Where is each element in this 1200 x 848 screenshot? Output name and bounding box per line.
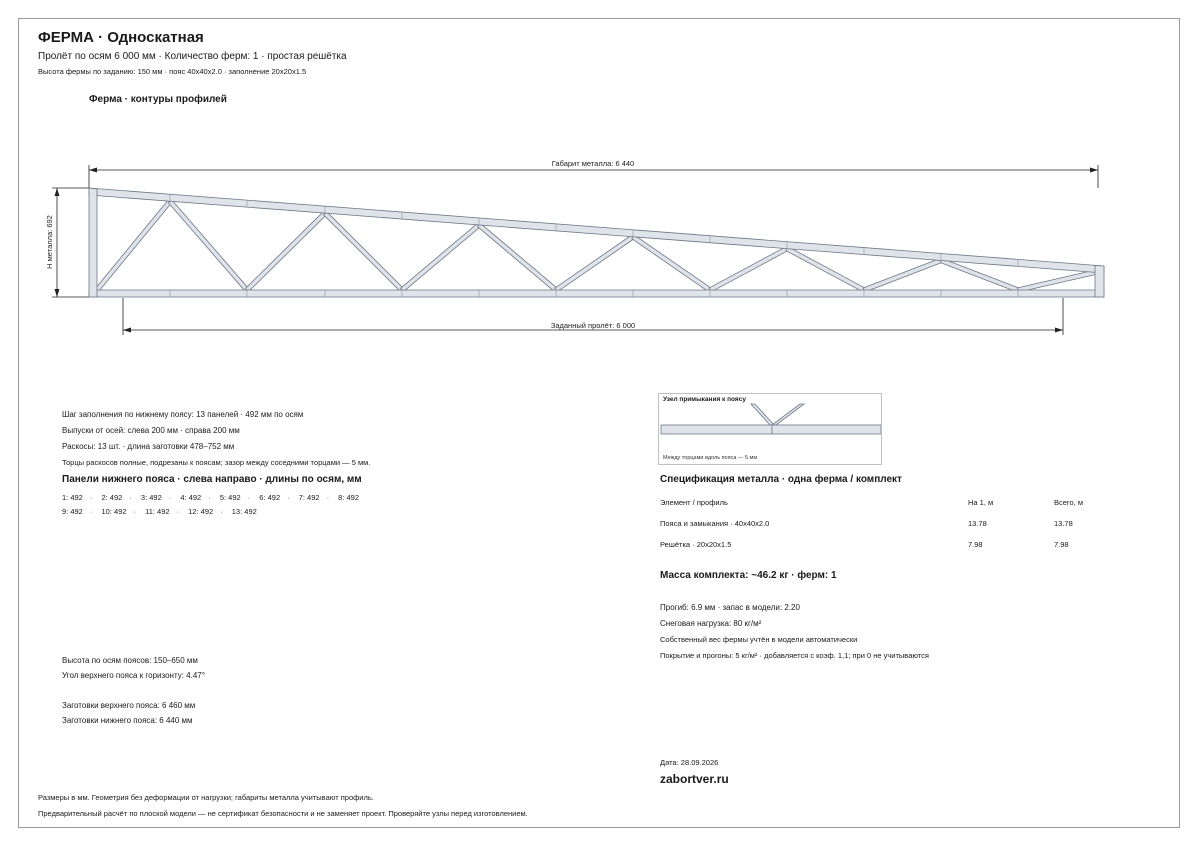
panel-item: 7: 492: [298, 493, 320, 502]
panel-item: 11: 492: [145, 507, 170, 516]
panel-item: 4: 492: [180, 493, 202, 502]
footer-note-dimensions: Размеры в мм. Геометрия без деформации от нагрузки; габариты металла учитывают профиль.: [38, 793, 374, 802]
dimension-height: [52, 188, 89, 297]
table-row: [660, 534, 1100, 555]
load-snow: Снеговая нагрузка: 80 кг/м²: [660, 619, 762, 628]
dimension-height-label: H металла: 692: [45, 215, 54, 269]
web-diagonal: [401, 223, 481, 291]
web-diagonal: [478, 223, 558, 291]
spec-cell: Решётка · 20x20x1.5: [660, 540, 732, 549]
note-diagonals: Раскосы: 13 шт. · длина заготовки 478–752 мм: [62, 442, 235, 451]
footer-note-disclaimer: Предварительный расчёт по плоской модели — не сертификат безопасности и не заменяет проект. Проверяйте узлы перед изготовлением.: [38, 809, 528, 818]
note-end-cuts: Торцы раскосов полные, подрезаны к поясам; зазор между соседними торцами — 5 мм.: [62, 458, 371, 467]
load-deflection: Прогиб: 6.9 мм · запас в модели: 2.20: [660, 603, 800, 612]
panel-item: 1: 492: [62, 493, 83, 502]
panels-list: [62, 491, 359, 519]
spec-cell: Пояса и замыкания · 40x40x2.0: [660, 519, 770, 528]
joint-detail-title: Узел примыкания к поясу: [663, 396, 746, 403]
page-subtitle-secondary: Высота фермы по заданию: 150 мм · пояс 40x40x2.0 · заполнение 20x20x1.5: [38, 67, 307, 76]
panels-row-1: 1: 492 · 2: 492 · 3: 492 · 4: 492 · 5: 492 · 6: 492 · 7: 492 · 8: 492: [62, 491, 359, 505]
left-end-post: [89, 188, 97, 297]
spec-table: [660, 492, 1100, 555]
spec-col-per-one: На 1, м: [968, 498, 994, 507]
dimension-overall-length-label: Габарит металла: 6 440: [551, 159, 635, 168]
joint-detail-drawing: [659, 394, 881, 464]
joint-detail-inset: [658, 393, 882, 465]
spec-cell: 7.98: [1054, 540, 1069, 549]
panels-title: Панели нижнего пояса · слева направо · длины по осям, мм: [62, 474, 362, 485]
issue-date: Дата: 28.09.2026: [660, 758, 719, 767]
table-row: [660, 513, 1100, 534]
dimension-overall-length: [89, 165, 1098, 188]
web-diagonal: [632, 235, 712, 292]
spec-col-element: Элемент / профиль: [660, 498, 728, 507]
web-diagonal: [863, 258, 942, 292]
right-end-post: [1095, 266, 1104, 298]
web-diagonal: [555, 235, 635, 292]
panel-item: 13: 492: [231, 507, 257, 516]
note-top-chord-blanks: Заготовки верхнего пояса: 6 460 мм: [62, 701, 196, 710]
web-diagonal: [95, 200, 171, 292]
bottom-chord: [89, 290, 1104, 297]
spec-title: Спецификация металла · одна ферма / комплект: [660, 474, 902, 485]
dimension-span-label: Заданный пролёт: 6 000: [550, 321, 636, 330]
panel-item: 12: 492: [188, 507, 214, 516]
page-title: ФЕРМА · Односкатная: [38, 29, 204, 46]
spec-cell: 7.98: [968, 540, 983, 549]
panels-row-2: 9: 492 · 10: 492 · 11: 492 · 12: 492 · 13: 492: [62, 505, 359, 519]
web-diagonal: [168, 200, 248, 292]
panel-item: 8: 492: [338, 493, 360, 502]
web-diagonal: [323, 212, 403, 292]
panel-item: 6: 492: [259, 493, 281, 502]
joint-detail-caption: Между торцами вдоль пояса — 5 мм: [663, 455, 758, 461]
web-members: [95, 200, 1095, 292]
spec-cell: 13.78: [968, 519, 987, 528]
web-diagonal: [1018, 270, 1096, 292]
panel-item: 5: 492: [219, 493, 241, 502]
spec-col-total: Всего, м: [1054, 498, 1083, 507]
page-subtitle: Пролёт по осям 6 000 мм · Количество ферм: 1 · простая решётка: [38, 51, 347, 62]
spec-header-row: [660, 492, 1100, 513]
panel-item: 10: 492: [101, 507, 127, 516]
note-bottom-chord-blanks: Заготовки нижнего пояса: 6 440 мм: [62, 716, 193, 725]
mass-summary: Масса комплекта: ~46.2 кг · ферм: 1: [660, 570, 837, 581]
note-fill-step: Шаг заполнения по нижнему поясу: 13 панелей · 492 мм по осям: [62, 410, 304, 419]
load-self-weight: Собственный вес фермы учтён в модели автоматически: [660, 635, 858, 644]
brand-name: zabortver.ru: [660, 772, 729, 786]
panel-item: 9: 492: [62, 507, 83, 516]
panel-item: 3: 492: [140, 493, 162, 502]
note-overhangs: Выпуски от осей: слева 200 мм · справа 200 мм: [62, 426, 240, 435]
panel-item: 2: 492: [101, 493, 123, 502]
spec-cell: 13.78: [1054, 519, 1073, 528]
truss-profiles: [89, 188, 1104, 297]
note-height-range: Высота по осям поясов: 150–650 мм: [62, 656, 198, 665]
load-roofing: Покрытие и прогоны: 5 кг/м² · добавляется с коэф. 1,1; при 0 не учитываются: [660, 651, 929, 660]
diagram-title: Ферма · контуры профилей: [89, 94, 227, 105]
web-diagonal: [245, 212, 326, 292]
web-diagonal: [709, 247, 788, 292]
note-top-chord-angle: Угол верхнего пояса к горизонту: 4.47°: [62, 671, 205, 680]
